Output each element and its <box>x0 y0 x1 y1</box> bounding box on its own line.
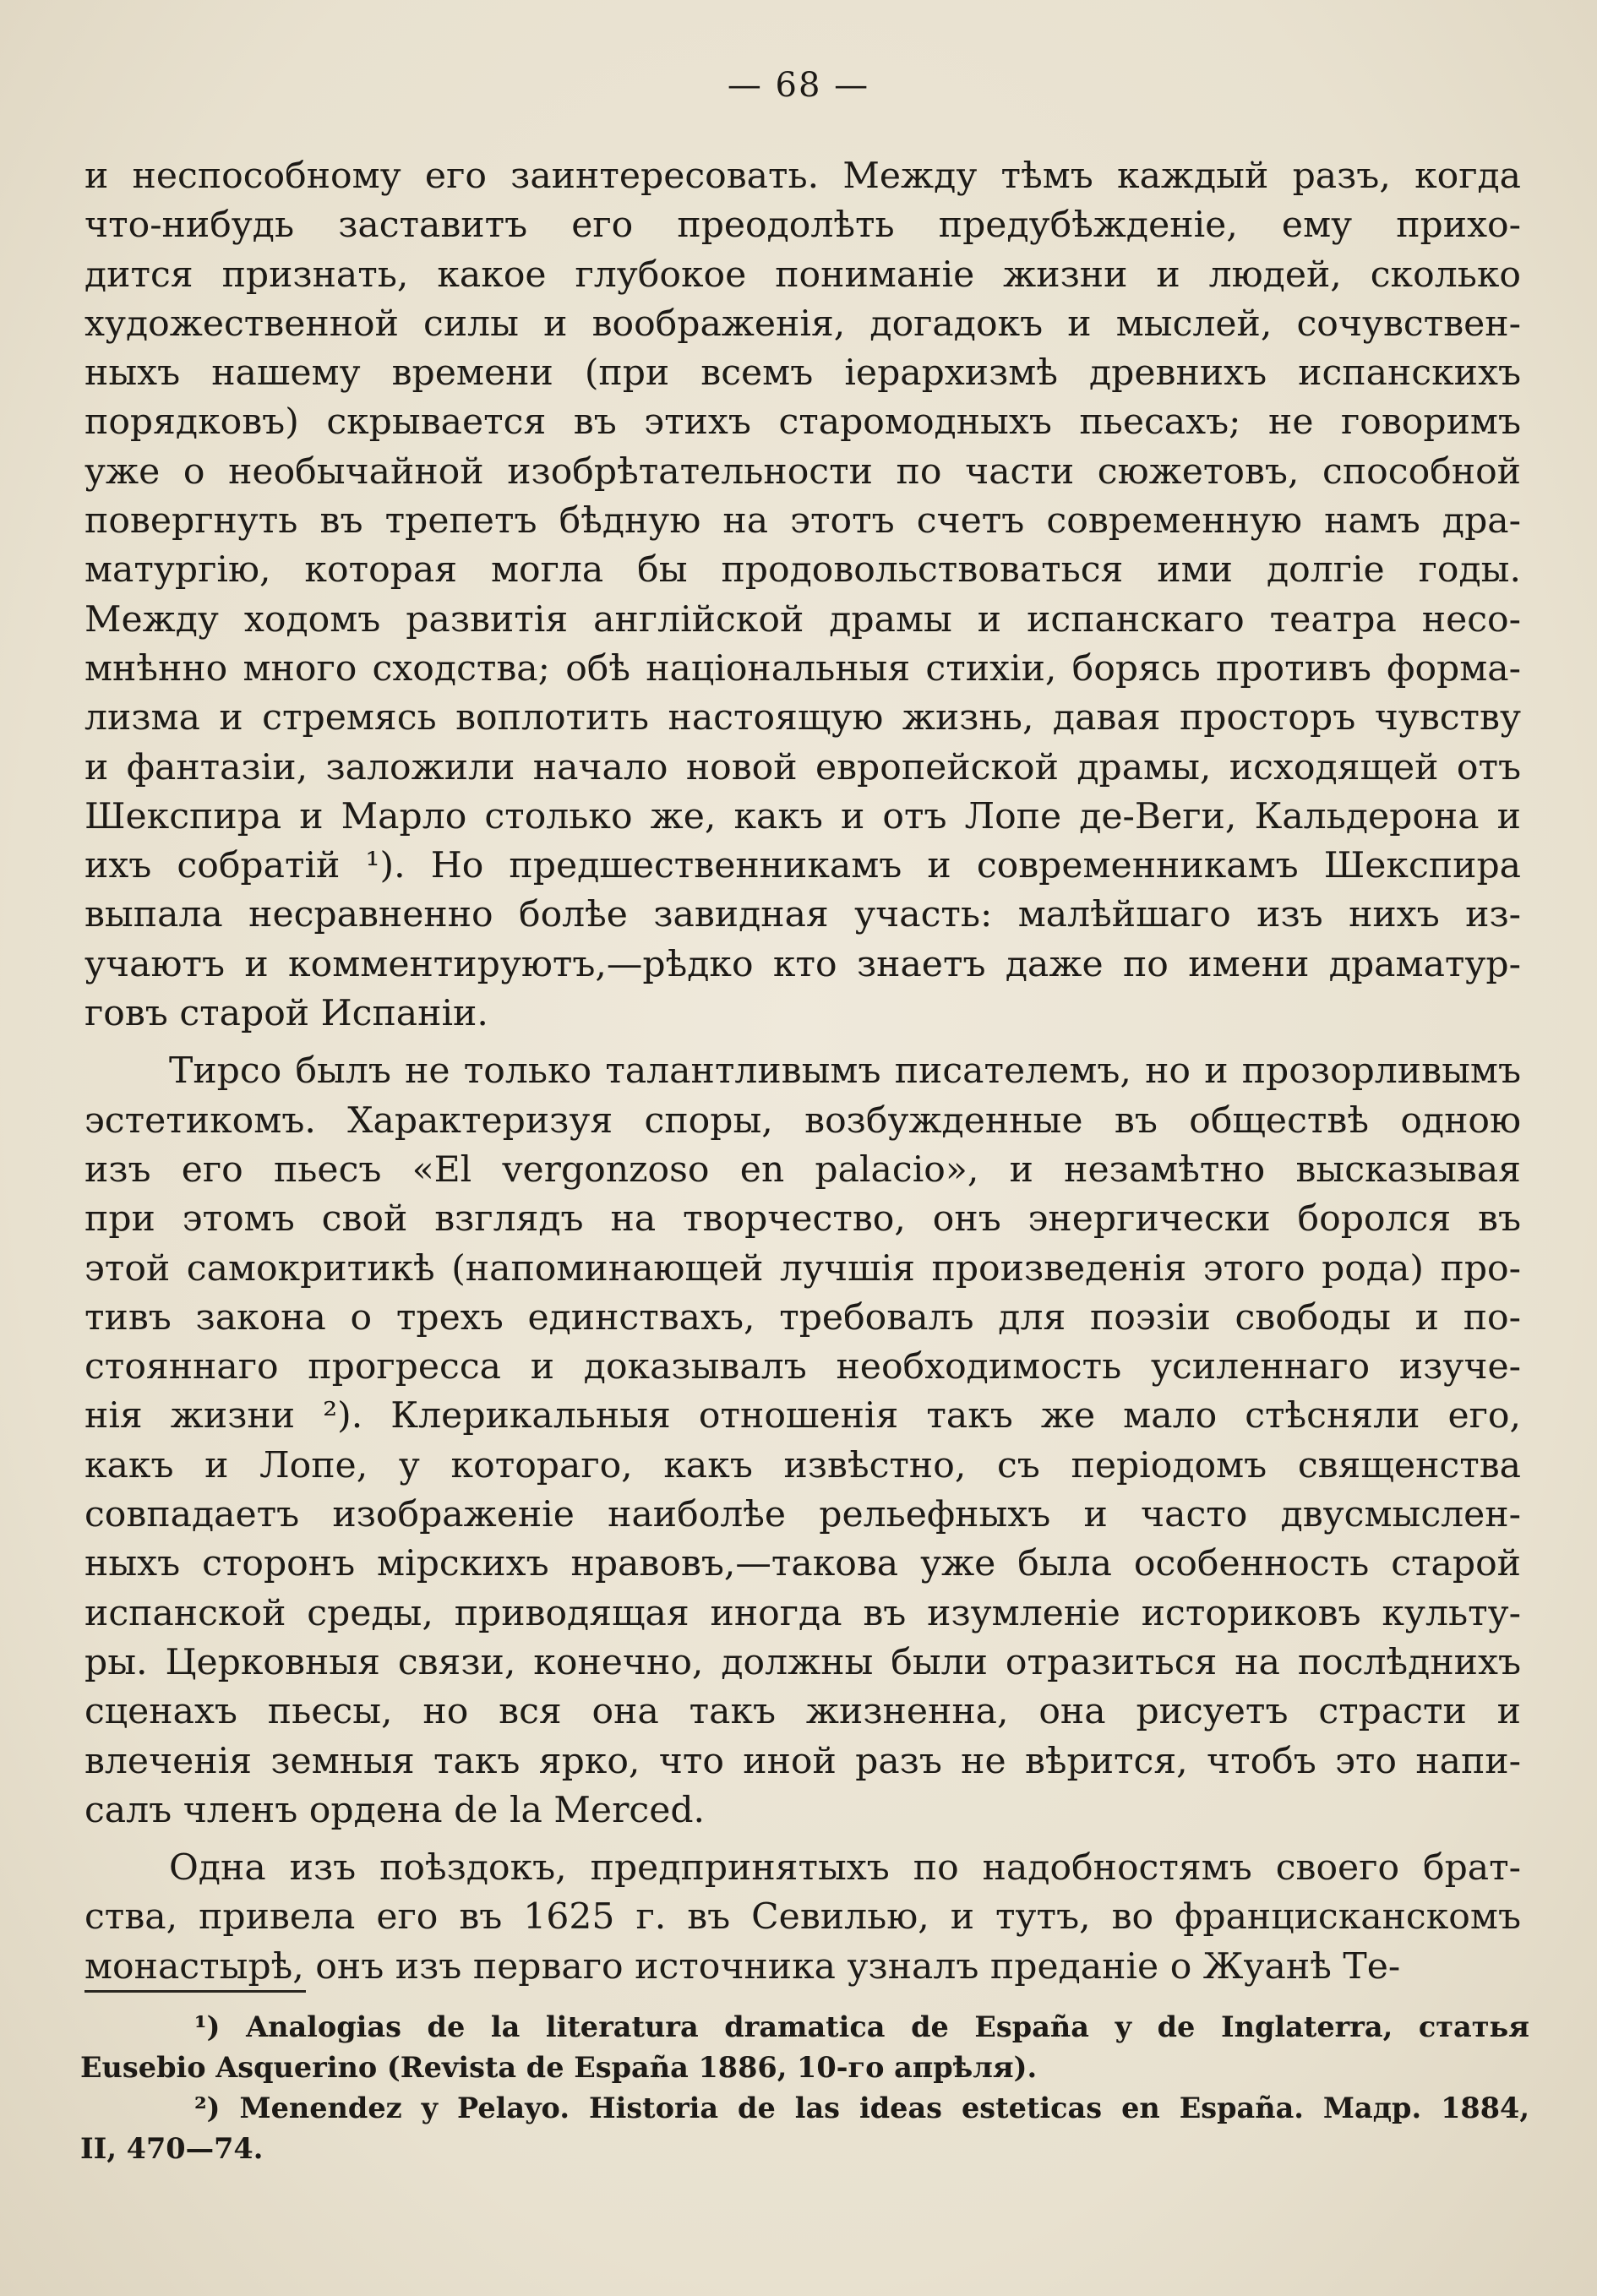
text-line: Между ходомъ развитія англійской драмы и испанскаго театра несо- <box>84 598 1521 641</box>
footnotes <box>80 2007 1529 2169</box>
text-line: изъ его пьесъ «El vergonzoso en palacio», и незамѣтно высказывая <box>84 1148 1521 1191</box>
text-line: лизма и стремясь воплотить настоящую жизнь, давая просторъ чувству <box>84 697 1521 739</box>
footnote-line: II, 470—74. <box>80 2132 264 2165</box>
text-line: матургію, которая могла бы продовольствоваться ими долгіе годы. <box>84 549 1521 592</box>
page-number: — 68 — <box>727 66 870 105</box>
text-line: влеченія земныя такъ ярко, что иной разъ не вѣрится, чтобъ это напи- <box>84 1740 1521 1782</box>
text-line: дится признать, какое глубокое пониманіе жизни и людей, сколько <box>84 254 1521 296</box>
text-line: тивъ закона о трехъ единствахъ, требовалъ для поэзіи свободы и по- <box>84 1296 1521 1339</box>
text-line: при этомъ свой взглядъ на творчество, онъ энергически боролся въ <box>84 1198 1521 1241</box>
text-line: стояннаго прогресса и доказывалъ необходимость усиленнаго изуче- <box>84 1346 1521 1388</box>
text-line: порядковъ) скрывается въ этихъ старомодныхъ пьесахъ; не говоримъ <box>84 401 1521 444</box>
text-line: что-нибудь заставитъ его преодолѣть предубѣжденіе, ему прихо- <box>84 205 1521 247</box>
text-line: салъ членъ ордена de la Merced. <box>84 1789 706 1831</box>
paragraph-gap <box>84 1039 1521 1047</box>
text-line: испанской среды, приводящая иногда въ изумленіе историковъ культу- <box>84 1592 1521 1634</box>
text-line: Одна изъ поѣздокъ, предпринятыхъ по надобностямъ своего брат- <box>169 1847 1521 1890</box>
text-line: ныхъ нашему времени (при всемъ іерархизмѣ древнихъ испанскихъ <box>84 352 1521 395</box>
text-line: нія жизни ²). Клерикальныя отношенія такъ же мало стѣсняли его, <box>84 1395 1521 1437</box>
footnote-line: ²) Menendez y Pelayo. Historia de las ideas esteticas en España. Мадр. 1884, <box>194 2091 1529 2124</box>
text-line: ры. Церковныя связи, конечно, должны были отразиться на послѣднихъ <box>84 1641 1521 1683</box>
footnote-separator <box>84 1990 306 1993</box>
body-text <box>84 152 1521 1992</box>
text-line: уже о необычайной изобрѣтательности по части сюжетовъ, способной <box>84 450 1521 493</box>
footnote <box>80 2007 1529 2088</box>
text-line: эстетикомъ. Характеризуя споры, возбужденные въ обществѣ одною <box>84 1099 1521 1142</box>
text-line: ихъ собратій ¹). Но предшественникамъ и современникамъ Шекспира <box>84 845 1521 887</box>
footnote-line: ¹) Analogias de la literatura dramatica de España y de Inglaterra, статья <box>194 2010 1529 2043</box>
text-line: и фантазіи, заложили начало новой европейской драмы, исходящей отъ <box>84 746 1521 788</box>
text-line: Шекспира и Марло столько же, какъ и отъ Лопе де-Веги, Кальдерона и <box>84 795 1521 837</box>
text-line: мнѣнно много сходства; обѣ національныя стихіи, борясь противъ форма- <box>84 647 1521 690</box>
text-line: повергнуть въ трепетъ бѣдную на этотъ счетъ современную намъ дра- <box>84 500 1521 543</box>
text-line: выпала несравненно болѣе завидная участь: малѣйшаго изъ нихъ из- <box>84 894 1521 936</box>
text-line: ства, привела его въ 1625 г. въ Севилью, и тутъ, во францисканскомъ <box>84 1896 1521 1939</box>
paragraph-gap <box>84 1835 1521 1844</box>
text-line: учаютъ и комментируютъ,—рѣдко кто знаетъ даже по имени драматур- <box>84 943 1521 985</box>
paragraph <box>84 1047 1521 1835</box>
paragraph <box>84 152 1521 1039</box>
text-line: Тирсо былъ не только талантливымъ писателемъ, но и прозорливымъ <box>169 1050 1521 1093</box>
paragraph <box>84 1844 1521 1992</box>
footnote-line: Eusebio Asquerino (Revista de España 1886, 10-го апрѣля). <box>80 2051 1038 2084</box>
text-line: какъ и Лопе, у котораго, какъ извѣстно, съ періодомъ священства <box>84 1444 1521 1486</box>
text-line: сценахъ пьесы, но вся она такъ жизненна, она рисуетъ страсти и <box>84 1691 1521 1733</box>
text-line: художественной силы и воображенія, догадокъ и мыслей, сочувствен- <box>84 303 1521 345</box>
footnote <box>80 2088 1529 2169</box>
text-line: ныхъ сторонъ мірскихъ нравовъ,—такова уже была особенность старой <box>84 1543 1521 1585</box>
text-line: этой самокритикѣ (напоминающей лучшія произведенія этого рода) про- <box>84 1247 1521 1290</box>
text-line: говъ старой Испаніи. <box>84 993 488 1035</box>
text-line: монастырѣ, онъ изъ перваго источника узналъ преданіе о Жуанѣ Те- <box>84 1945 1401 1988</box>
text-line: и неспособному его заинтересовать. Между тѣмъ каждый разъ, когда <box>84 155 1521 197</box>
text-line: совпадаетъ изображеніе наиболѣе рельефныхъ и часто двусмыслен- <box>84 1494 1521 1536</box>
